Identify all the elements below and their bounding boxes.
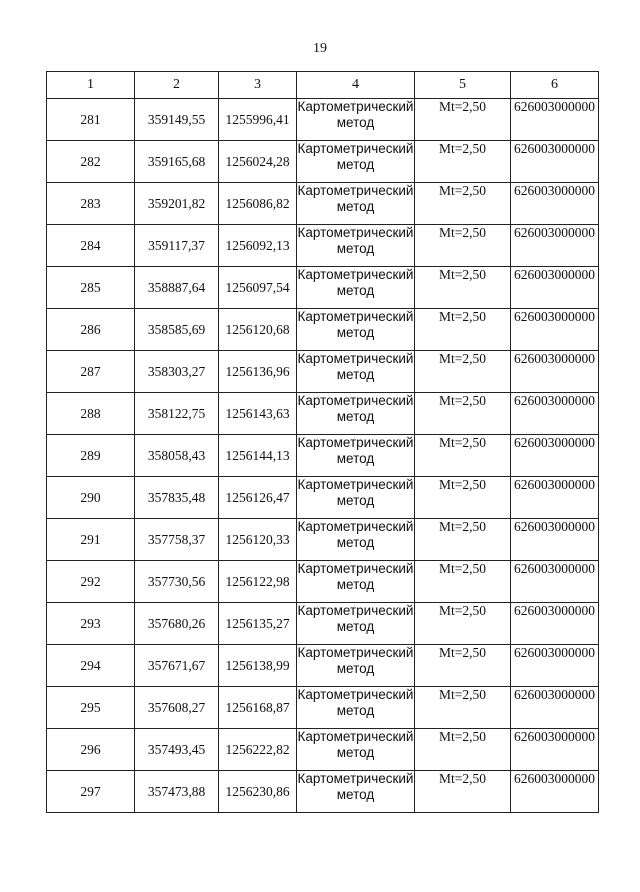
table-row (47, 477, 599, 519)
method-line-1: Картометрический (297, 687, 414, 702)
code-cell: 626003000000 (511, 729, 599, 771)
accuracy-cell: Mt=2,50 (415, 645, 511, 687)
column-header-4: 4 (297, 72, 415, 99)
method-line-1: Картометрический (297, 519, 414, 534)
accuracy-cell: Mt=2,50 (415, 225, 511, 267)
accuracy-cell: Mt=2,50 (415, 561, 511, 603)
column-header-6: 6 (511, 72, 599, 99)
method-line-1: Картометрический (297, 183, 414, 198)
method-line-1: Картометрический (297, 603, 414, 618)
code-cell: 626003000000 (511, 393, 599, 435)
method-line-1: Картометрический (297, 729, 414, 744)
accuracy-cell: Mt=2,50 (415, 351, 511, 393)
table-row (47, 687, 599, 729)
method-line-1: Картометрический (297, 225, 414, 240)
method-line-1: Картометрический (297, 477, 414, 492)
y-coordinate-cell: 1256092,13 (219, 225, 297, 267)
point-number-cell: 281 (47, 99, 135, 141)
method-line-2: метод (336, 451, 375, 466)
point-number-cell: 292 (47, 561, 135, 603)
accuracy-cell: Mt=2,50 (415, 729, 511, 771)
method-line-2: метод (336, 325, 375, 340)
x-coordinate-cell: 358887,64 (135, 267, 219, 309)
accuracy-cell: Mt=2,50 (415, 267, 511, 309)
point-number-cell: 282 (47, 141, 135, 183)
x-coordinate-cell: 357493,45 (135, 729, 219, 771)
method-cell (297, 519, 415, 561)
method-line-2: метод (336, 199, 375, 214)
method-cell (297, 99, 415, 141)
point-number-cell: 285 (47, 267, 135, 309)
method-cell (297, 687, 415, 729)
method-line-2: метод (336, 409, 375, 424)
table-row (47, 729, 599, 771)
accuracy-cell: Mt=2,50 (415, 99, 511, 141)
code-cell: 626003000000 (511, 687, 599, 729)
x-coordinate-cell: 357680,26 (135, 603, 219, 645)
y-coordinate-cell: 1256230,86 (219, 771, 297, 813)
table-row (47, 99, 599, 141)
accuracy-cell: Mt=2,50 (415, 309, 511, 351)
x-coordinate-cell: 358303,27 (135, 351, 219, 393)
y-coordinate-cell: 1256168,87 (219, 687, 297, 729)
method-line-1: Картометрический (297, 561, 414, 576)
y-coordinate-cell: 1255996,41 (219, 99, 297, 141)
accuracy-cell: Mt=2,50 (415, 477, 511, 519)
table-row (47, 435, 599, 477)
code-cell: 626003000000 (511, 225, 599, 267)
code-cell: 626003000000 (511, 183, 599, 225)
point-number-cell: 288 (47, 393, 135, 435)
y-coordinate-cell: 1256120,33 (219, 519, 297, 561)
x-coordinate-cell: 358585,69 (135, 309, 219, 351)
x-coordinate-cell: 357730,56 (135, 561, 219, 603)
accuracy-cell: Mt=2,50 (415, 771, 511, 813)
code-cell: 626003000000 (511, 351, 599, 393)
method-cell (297, 141, 415, 183)
method-line-2: метод (336, 283, 375, 298)
point-number-cell: 295 (47, 687, 135, 729)
point-number-cell: 290 (47, 477, 135, 519)
code-cell: 626003000000 (511, 435, 599, 477)
point-number-cell: 296 (47, 729, 135, 771)
accuracy-cell: Mt=2,50 (415, 393, 511, 435)
y-coordinate-cell: 1256138,99 (219, 645, 297, 687)
y-coordinate-cell: 1256086,82 (219, 183, 297, 225)
y-coordinate-cell: 1256144,13 (219, 435, 297, 477)
x-coordinate-cell: 358122,75 (135, 393, 219, 435)
code-cell: 626003000000 (511, 603, 599, 645)
table-row (47, 645, 599, 687)
code-cell: 626003000000 (511, 645, 599, 687)
x-coordinate-cell: 357608,27 (135, 687, 219, 729)
x-coordinate-cell: 359201,82 (135, 183, 219, 225)
table-header (47, 72, 599, 99)
method-cell (297, 729, 415, 771)
table-row (47, 141, 599, 183)
method-cell (297, 183, 415, 225)
y-coordinate-cell: 1256126,47 (219, 477, 297, 519)
method-line-2: метод (336, 367, 375, 382)
accuracy-cell: Mt=2,50 (415, 183, 511, 225)
table-row (47, 225, 599, 267)
method-line-2: метод (336, 787, 375, 802)
code-cell: 626003000000 (511, 141, 599, 183)
method-line-1: Картометрический (297, 351, 414, 366)
code-cell: 626003000000 (511, 771, 599, 813)
accuracy-cell: Mt=2,50 (415, 603, 511, 645)
column-header-5: 5 (415, 72, 511, 99)
table-row (47, 183, 599, 225)
table-row (47, 351, 599, 393)
point-number-cell: 284 (47, 225, 135, 267)
method-cell (297, 645, 415, 687)
method-line-2: метод (336, 493, 375, 508)
x-coordinate-cell: 357473,88 (135, 771, 219, 813)
column-header-2: 2 (135, 72, 219, 99)
method-line-1: Картометрический (297, 771, 414, 786)
method-cell (297, 561, 415, 603)
method-cell (297, 309, 415, 351)
y-coordinate-cell: 1256122,98 (219, 561, 297, 603)
code-cell: 626003000000 (511, 519, 599, 561)
point-number-cell: 289 (47, 435, 135, 477)
method-line-1: Картометрический (297, 393, 414, 408)
accuracy-cell: Mt=2,50 (415, 687, 511, 729)
point-number-cell: 286 (47, 309, 135, 351)
table-row (47, 267, 599, 309)
y-coordinate-cell: 1256024,28 (219, 141, 297, 183)
column-header-3: 3 (219, 72, 297, 99)
table-row (47, 603, 599, 645)
table-row (47, 561, 599, 603)
code-cell: 626003000000 (511, 267, 599, 309)
method-line-2: метод (336, 745, 375, 760)
point-number-cell: 294 (47, 645, 135, 687)
method-cell (297, 351, 415, 393)
method-line-1: Картометрический (297, 645, 414, 660)
x-coordinate-cell: 357671,67 (135, 645, 219, 687)
header-row (47, 72, 599, 99)
method-line-2: метод (336, 157, 375, 172)
point-number-cell: 283 (47, 183, 135, 225)
accuracy-cell: Mt=2,50 (415, 141, 511, 183)
code-cell: 626003000000 (511, 477, 599, 519)
method-line-1: Картометрический (297, 267, 414, 282)
code-cell: 626003000000 (511, 561, 599, 603)
x-coordinate-cell: 358058,43 (135, 435, 219, 477)
y-coordinate-cell: 1256136,96 (219, 351, 297, 393)
x-coordinate-cell: 359117,37 (135, 225, 219, 267)
x-coordinate-cell: 359149,55 (135, 99, 219, 141)
method-line-2: метод (336, 115, 375, 130)
code-cell: 626003000000 (511, 309, 599, 351)
point-number-cell: 297 (47, 771, 135, 813)
method-line-2: метод (336, 619, 375, 634)
method-cell (297, 267, 415, 309)
method-line-2: метод (336, 535, 375, 550)
method-line-2: метод (336, 703, 375, 718)
code-cell: 626003000000 (511, 99, 599, 141)
table-row (47, 519, 599, 561)
method-cell (297, 477, 415, 519)
method-cell (297, 225, 415, 267)
method-cell (297, 603, 415, 645)
method-cell (297, 771, 415, 813)
table-row (47, 309, 599, 351)
point-number-cell: 287 (47, 351, 135, 393)
method-line-2: метод (336, 241, 375, 256)
method-cell (297, 393, 415, 435)
x-coordinate-cell: 357758,37 (135, 519, 219, 561)
y-coordinate-cell: 1256135,27 (219, 603, 297, 645)
y-coordinate-cell: 1256097,54 (219, 267, 297, 309)
table-row (47, 771, 599, 813)
method-cell (297, 435, 415, 477)
page-number: 19 (313, 41, 327, 56)
method-line-1: Картометрический (297, 435, 414, 450)
y-coordinate-cell: 1256222,82 (219, 729, 297, 771)
point-number-cell: 293 (47, 603, 135, 645)
table-row (47, 393, 599, 435)
coordinates-table (46, 71, 599, 813)
method-line-1: Картометрический (297, 99, 414, 114)
point-number-cell: 291 (47, 519, 135, 561)
x-coordinate-cell: 357835,48 (135, 477, 219, 519)
method-line-1: Картометрический (297, 141, 414, 156)
y-coordinate-cell: 1256143,63 (219, 393, 297, 435)
y-coordinate-cell: 1256120,68 (219, 309, 297, 351)
x-coordinate-cell: 359165,68 (135, 141, 219, 183)
accuracy-cell: Mt=2,50 (415, 519, 511, 561)
method-line-2: метод (336, 661, 375, 676)
column-header-1: 1 (47, 72, 135, 99)
method-line-2: метод (336, 577, 375, 592)
method-line-1: Картометрический (297, 309, 414, 324)
table-body (47, 99, 599, 813)
accuracy-cell: Mt=2,50 (415, 435, 511, 477)
